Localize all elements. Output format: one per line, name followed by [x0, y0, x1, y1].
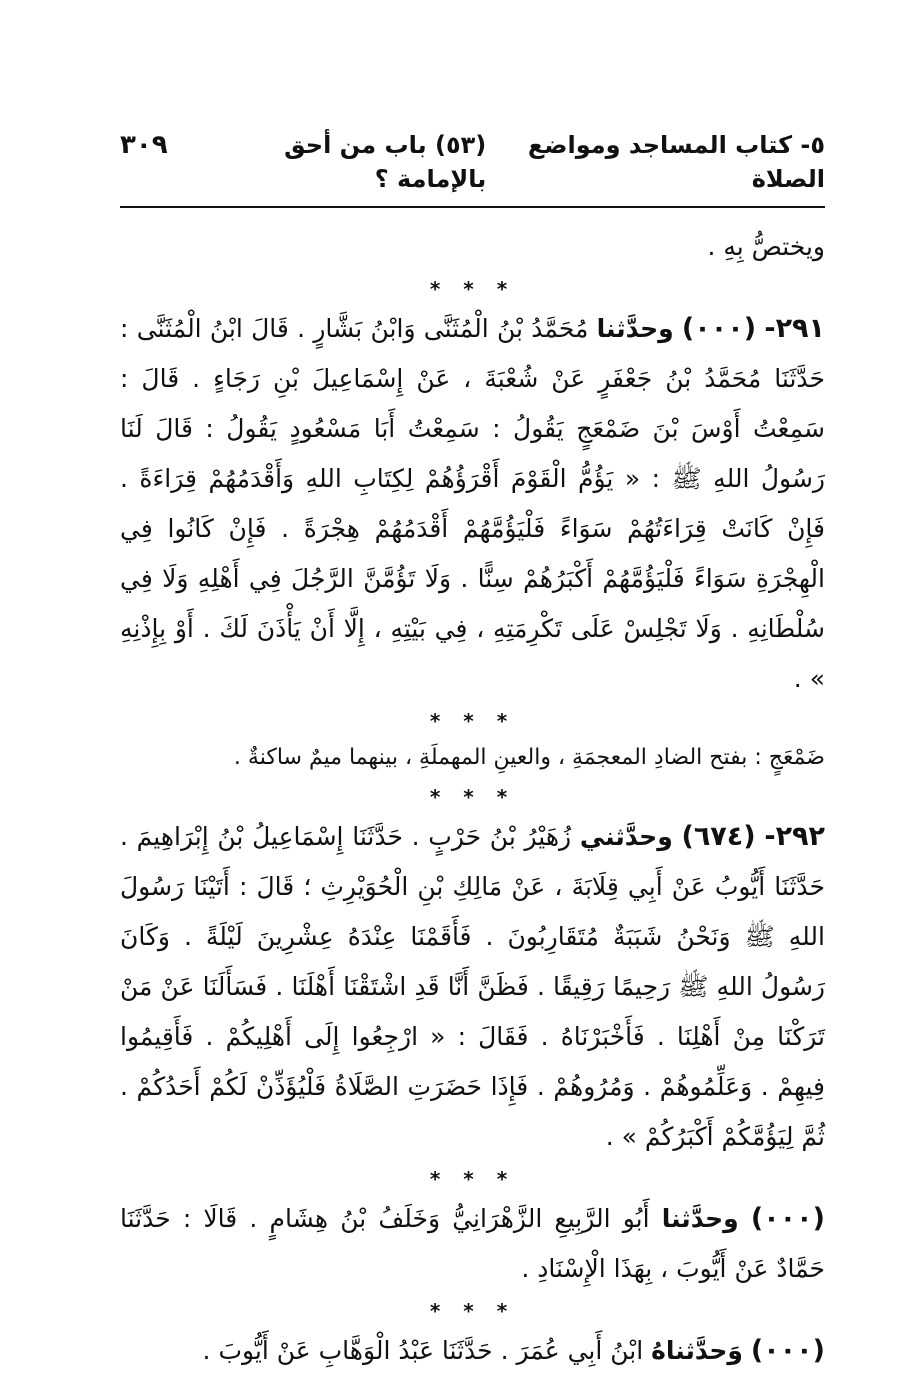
continued-text: ويختصُّ بِهِ . — [707, 232, 825, 261]
hadith-291 — [120, 304, 825, 704]
section-separator: * * * — [429, 1167, 516, 1191]
hadith-292-number: ٢٩٢- — [764, 821, 826, 852]
hadith-292-lead: وحدَّثني — [579, 822, 673, 851]
running-head-book: ٥- كتاب المساجد ومواضع الصلاة — [527, 131, 825, 193]
hadith-292c — [120, 1326, 825, 1376]
running-head — [120, 128, 825, 208]
hadith-291-number: ٢٩١- — [764, 313, 826, 344]
page-number: ٣٠٩ — [120, 130, 168, 160]
running-head-chapter: (٥٣) باب من أحق بالإمامة ؟ — [284, 131, 487, 193]
hadith-292b-ref: (٠٠٠) — [750, 1203, 825, 1234]
footnote-note: ضَمْعَجٍ : بفتح الضادِ المعجمَةِ ، والعينِ المهملَةِ ، بينهما ميمٌ ساكنةٌ . — [233, 745, 825, 770]
section-separator: * * * — [429, 1299, 516, 1323]
hadith-292b-lead: وحدَّثنا — [661, 1204, 739, 1233]
hadith-292c-text: ابْنُ أَبِي عُمَرَ . حَدَّثَنَا عَبْدُ الْوَهَّابِ عَنْ أَيُّوبَ . — [202, 1336, 644, 1365]
hadith-291-text: مُحَمَّدُ بْنُ الْمُثَنَّى وَابْنُ بَشَّارٍ . قَالَ ابْنُ الْمُثَنَّى : حَدَّثَنَا مُحَمَّدُ بْنُ جَعْفَرٍ عَنْ شُعْبَةَ ، عَنْ إِسْمَاعِيلَ بْنِ رَجَاءٍ . قَالَ : سَمِعْتُ أَوْسَ بْنَ ضَمْعَجٍ يَقُولُ : سَمِعْتُ أَبَا مَسْعُودٍ يَقُولُ : قَالَ لَنَا رَسُولُ اللهِ ﷺ : « يَؤُمُّ الْقَوْمَ أَقْرَؤُهُمْ لِكِتَابِ اللهِ وَأَقْدَمُهُمْ قِرَاءَةً . فَإِنْ كَانَتْ قِرَاءَتُهُمْ سَوَاءً فَلْيَؤُمَّهُمْ أَقْدَمُهُمْ هِجْرَةً . فَإِنْ كَانُوا فِي الْهِجْرَةِ سَوَاءً فَلْيَؤُمَّهُمْ أَكْبَرُهُمْ سِنًّا . وَلَا تَؤُمَّنَّ الرَّجُلَ فِي أَهْلِهِ وَلَا فِي سُلْطَانِهِ . وَلَا تَجْلِسْ عَلَى تَكْرِمَتِهِ ، فِي بَيْتِهِ ، إِلَّا أَنْ يَأْذَنَ لَكَ . أَوْ بِإِذْنِهِ » . — [120, 314, 825, 693]
hadith-291-ref: (٠٠٠) — [681, 313, 757, 344]
document-page — [120, 128, 825, 1376]
hadith-292b — [120, 1194, 825, 1294]
hadith-292 — [120, 812, 825, 1162]
section-separator: * * * — [429, 709, 516, 733]
section-separator: * * * — [429, 277, 516, 301]
hadith-292c-ref: (٠٠٠) — [750, 1335, 825, 1366]
hadith-292c-lead: وَحدَّثناهُ — [651, 1336, 743, 1365]
hadith-292b-text: أَبُو الرَّبِيعِ الزَّهْرَانِيُّ وَخَلَفُ بْنُ هِشَامٍ . قَالَا : حَدَّثَنَا حَمَّادٌ عَنْ أَيُّوبَ ، بِهَذَا الْإِسْنَادِ . — [120, 1204, 825, 1283]
hadith-291-lead: وحدَّثنا — [596, 314, 674, 343]
section-separator: * * * — [429, 785, 516, 809]
hadith-292-text: زُهَيْرُ بْنُ حَرْبٍ . حَدَّثَنَا إِسْمَاعِيلُ بْنُ إِبْرَاهِيمَ . حَدَّثَنَا أَيُّوبُ عَنْ أَبِي قِلَابَةَ ، عَنْ مَالِكِ بْنِ الْحُوَيْرِثِ ؛ قَالَ : أَتَيْنَا رَسُولَ اللهِ ﷺ وَنَحْنُ شَبَبَةٌ مُتَقَارِبُونَ . فَأَقَمْنَا عِنْدَهُ عِشْرِينَ لَيْلَةً . وَكَانَ رَسُولُ اللهِ ﷺ رَحِيمًا رَقِيقًا . فَظَنَّ أَنَّا قَدِ اشْتَقْنَا أَهْلَنَا . فَسَأَلَنَا عَنْ مَنْ تَرَكْنَا مِنْ أَهْلِنَا . فَأَخْبَرْنَاهُ . فَقَالَ : « ارْجِعُوا إِلَى أَهْلِيكُمْ . فَأَقِيمُوا فِيهِمْ . وَعَلِّمُوهُمْ . وَمُرُوهُمْ . فَإِذَا حَضَرَتِ الصَّلَاةُ فَلْيُؤَذِّنْ لَكُمْ أَحَدُكُمْ . ثُمَّ لِيَؤُمَّكُمْ أَكْبَرُكُمْ » . — [120, 822, 825, 1151]
hadith-292-ref: (٦٧٤) — [681, 821, 756, 852]
